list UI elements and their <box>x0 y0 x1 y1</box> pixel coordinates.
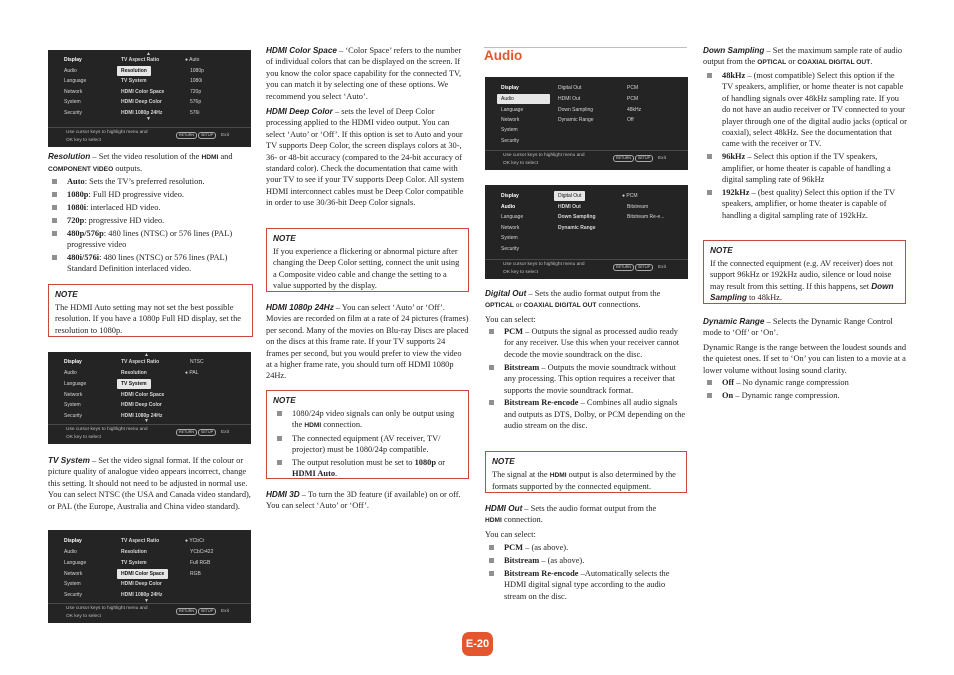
you-can-select-label: You can select: <box>485 315 536 324</box>
hdmi-24hz-paragraph: HDMI 1080p 24Hz – You can select ‘Auto’ or ‘Off’. Movies are recorded on film at a rate of 24 pictures (frames) per second. Many of the movies on Blu-ray Discs are placed on the discs at this frame rate. If your TV supports 24 frames per second, but you would prefer to view the video at a higher frame rate, you should turn off HDMI 1080p 24Hz. <box>266 303 469 381</box>
section-heading-audio: Audio <box>484 48 523 63</box>
osd-footer: Use cursor keys to highlight menu and OK key to select RETURN SETUP Exit <box>48 424 251 444</box>
osd-menu-item: Language <box>64 78 87 84</box>
osd-option: Dynamic Range <box>558 117 594 123</box>
dynamic-range-paragraph: Dynamic Range – Selects the Dynamic Range Control mode to ‘Off’ or ‘On’. <box>703 317 893 338</box>
bullet-icon <box>489 571 494 576</box>
return-key-icon: RETURN <box>176 132 197 139</box>
deep-color-paragraph: HDMI Deep Color – sets the level of Deep Color processing applied to the HDMI video output. You can select ‘Auto’ or ‘Off’. If this option is set to Auto and your TV supports Deep Color, the screen displays colors at 30-, 36- or 48-bit accuracy (compared to the 24-bit accuracy of standard color). Check the documentation that came with your TV to see if your TV supports Deep Color. All system HDMI interconnect cables must be Deep Color compatible in order to use 30/36-bit Deep Color signals. <box>266 107 465 208</box>
osd-menu-item-selected: Audio <box>497 94 550 104</box>
list-item: Off – No dynamic range compression <box>703 377 907 388</box>
osd-option: Resolution <box>121 370 147 376</box>
osd-option: HDMI Out <box>558 204 581 210</box>
osd-menu-item: Network <box>64 89 83 95</box>
osd-option: TV Aspect Ratio <box>121 57 160 63</box>
osd-menu-item: Security <box>501 138 520 144</box>
osd-menu-item: System <box>64 99 81 105</box>
bullet-icon <box>489 365 494 370</box>
osd-menu-item: System <box>64 402 81 408</box>
you-can-select-label-2: You can select: <box>485 530 536 539</box>
osd-value: 1080i <box>190 78 203 84</box>
list-item: PCM – Outputs the signal as processed audio ready for any receiver. Use this when your receiver cannot decode the movie soundtrack on the disc. <box>485 326 688 360</box>
osd-menu-item: System <box>64 581 81 587</box>
osd-menu-item: System <box>501 127 518 133</box>
osd-value: PCM <box>627 96 639 102</box>
list-item: 480p/576p: 480 lines (NTSC) or 576 lines (PAL) progressive video <box>48 228 252 251</box>
osd-option: Dynamic Range <box>558 225 596 231</box>
list-item: Bitstream – Outputs the movie soundtrack without any processing. This option requires a receiver that supports the movie soundtrack format. <box>485 362 688 396</box>
bullet-icon <box>52 255 57 260</box>
osd-value: Auto <box>189 57 200 63</box>
osd-value: 576p <box>190 99 202 105</box>
list-item: 1080i: interlaced HD video. <box>48 202 252 213</box>
osd-footer: Use cursor keys to highlight menu and OK key to select RETURN SETUP Exit <box>485 259 688 279</box>
down-arrow-icon: ▼ <box>144 418 149 424</box>
resolution-paragraph: Resolution – Set the video resolution of the HDMI and COMPONENT VIDEO outputs. <box>48 152 233 174</box>
setup-key-icon: SETUP <box>635 264 653 271</box>
bullet-icon <box>489 545 494 550</box>
up-arrow-icon: ▲ <box>146 51 151 57</box>
osd-menu-item: Language <box>64 560 87 566</box>
osd-screenshot-digital-out <box>485 185 688 279</box>
bullet-icon <box>707 380 712 385</box>
list-item: Bitstream Re-encode – Combines all audio signals and outputs as DTS, Dolby, or PCM depending on the audio stream on the disc. <box>485 397 688 431</box>
osd-option: HDMI 1080p 24Hz <box>121 413 163 419</box>
bullet-icon <box>52 205 57 210</box>
dot-icon: ● <box>185 370 189 376</box>
osd-value: PCM <box>627 85 639 91</box>
osd-menu-item: Network <box>64 571 83 577</box>
osd-option: Down Sampling <box>558 214 596 220</box>
list-item: The connected equipment (AV receiver, TV/ projector) must be 1080/24p compatible. <box>273 433 463 456</box>
note-box-down-sampling: NOTE If the connected equipment (e.g. AV receiver) does not support 96kHz or 192kHz audio, silence or loud noise may result from this setting. If this happens, set Down Sampling to 48kHz. <box>703 240 906 304</box>
return-key-icon: RETURN <box>613 155 634 162</box>
hdmi-out-list <box>485 542 688 602</box>
osd-menu-item: Language <box>64 381 87 387</box>
bullet-icon <box>707 190 712 195</box>
list-item: Bitstream – (as above). <box>485 555 688 566</box>
osd-value: Bitstream <box>627 204 649 210</box>
osd-option: HDMI Deep Color <box>121 402 162 408</box>
bullet-icon <box>277 411 282 416</box>
bullet-icon <box>277 460 282 465</box>
note-box-hdmi-signal: NOTE The signal at the HDMI output is also determined by the formats supported by the connected equipment. <box>485 451 687 493</box>
osd-menu-item: Language <box>501 214 524 220</box>
return-key-icon: RETURN <box>176 608 197 615</box>
list-item: 1080p: Full HD progressive video. <box>48 189 252 200</box>
osd-footer: Use cursor keys to highlight menu and OK key to select RETURN SETUP Exit <box>48 127 251 147</box>
bullet-icon <box>489 400 494 405</box>
bullet-icon <box>707 154 712 159</box>
bullet-icon <box>707 73 712 78</box>
osd-menu-item: System <box>501 235 518 241</box>
osd-option: TV Aspect Ratio <box>121 359 160 365</box>
osd-value: PCM <box>626 193 638 199</box>
osd-value: PAL <box>189 370 199 376</box>
list-item: On – Dynamic range compression. <box>703 390 907 401</box>
osd-footer: Use cursor keys to highlight menu and OK key to select RETURN SETUP Exit <box>48 603 251 623</box>
osd-value: 720p <box>190 89 202 95</box>
osd-menu-item: Display <box>501 85 519 91</box>
dot-icon: ● <box>185 57 189 63</box>
osd-menu-item: Display <box>64 359 82 365</box>
setup-key-icon: SETUP <box>635 155 653 162</box>
osd-footer: Use cursor keys to highlight menu and OK key to select RETURN SETUP Exit <box>485 150 688 170</box>
osd-value: Bitstream Re-e... <box>627 214 665 220</box>
digital-out-paragraph: Digital Out – Sets the audio format output from the OPTICAL or COAXIAL DIGITAL OUT connections. <box>485 289 661 310</box>
osd-option-selected: Resolution <box>117 66 151 76</box>
osd-menu-item: Security <box>64 110 83 116</box>
osd-screenshot-resolution <box>48 50 251 147</box>
list-item: 720p: progressive HD video. <box>48 215 252 226</box>
bullet-icon <box>52 192 57 197</box>
list-item: 96kHz – Select this option if the TV speakers, amplifier, or home theater is capable of handling a digital sampling rate of 96kHz <box>703 151 907 185</box>
osd-option: Digital Out <box>558 85 582 91</box>
note-box-deep-color: NOTE If you experience a flickering or abnormal picture after changing the Deep Color setting, connect the unit using a Composite video cable and change the setting to a value supported by the display. <box>266 228 469 292</box>
setup-key-icon: SETUP <box>198 429 216 436</box>
page-number-badge: E-20 <box>462 632 493 656</box>
osd-value: Full RGB <box>190 560 211 566</box>
osd-option-selected: Digital Out <box>554 191 585 201</box>
osd-option: HDMI Out <box>558 96 581 102</box>
list-item: Auto: Sets the TV’s preferred resolution. <box>48 176 252 187</box>
osd-menu-item: Security <box>64 413 83 419</box>
list-item: 1080/24p video signals can only be output using the HDMI connection. <box>273 408 463 432</box>
return-key-icon: RETURN <box>613 264 634 271</box>
osd-screenshot-audio <box>485 77 688 170</box>
osd-menu-item: Network <box>501 117 520 123</box>
osd-option: HDMI 1080p 24Hz <box>121 592 163 598</box>
osd-value: NTSC <box>190 359 204 365</box>
bullet-icon <box>52 218 57 223</box>
down-sampling-list <box>703 70 907 221</box>
list-item: Bitstream Re-encode –Automatically selects the HDMI digital signal type according to the audio stream on the disc. <box>485 568 688 602</box>
bullet-icon <box>707 393 712 398</box>
osd-menu-item: Display <box>501 193 519 199</box>
osd-option: Resolution <box>121 549 147 555</box>
return-key-icon: RETURN <box>176 429 197 436</box>
osd-value: 48kHz <box>627 107 642 113</box>
heading-rule <box>484 47 687 48</box>
osd-option: TV System <box>121 560 147 566</box>
osd-value: 1080p <box>190 68 204 74</box>
tv-system-paragraph: TV System – Set the video signal format. If the colour or picture quality of analogue video appears incorrect, change this setting. It should not need to be adjusted in normal use. You can select NTSC (the USA and Canada video standard), or PAL (the Europe, Australia and China video standard). <box>48 456 251 511</box>
resolution-list <box>48 176 252 275</box>
osd-option: TV System <box>121 78 147 84</box>
osd-menu-item: Audio <box>64 68 77 74</box>
hdmi-out-paragraph: HDMI Out – Sets the audio format output from the HDMI connection. <box>485 504 657 525</box>
osd-value: 576i <box>190 110 200 116</box>
list-item: 192kHz – (best quality) Select this option if the TV speakers, amplifier, or home theater is capable of handling a digital sampling rate of 192kHz. <box>703 187 907 221</box>
osd-option: Down Sampling <box>558 107 594 113</box>
dynamic-range-description: Dynamic Range is the range between the loudest sounds and the quietest ones. If set to ‘On’ you can listen to a movie at a lower volume without losing sound clarity. <box>703 343 907 375</box>
list-item: 48kHz – (most compatible) Select this option if the TV speakers, amplifier, or home theater is not capable of handling signals over 48kHz sampling rate. If you do not have an audio receiver or TV connected to your player through one of the digital audio jacks (optical or coaxial), select 48kHz. See the documentation that came with the receiver or TV. <box>703 70 907 150</box>
setup-key-icon: SETUP <box>198 608 216 615</box>
osd-menu-item: Language <box>501 107 524 113</box>
osd-option: HDMI Deep Color <box>121 99 162 105</box>
note-box-hdmi-auto: NOTE The HDMI Auto setting may not set the best possible resolution. If you have a 1080p Full HD display, set the resolution to 1080p. <box>48 284 253 337</box>
osd-value: YCbCr422 <box>190 549 214 555</box>
list-item: 480i/576i: 480 lines (NTSC) or 576 lines (PAL) Standard Definition interlaced video. <box>48 252 252 275</box>
note-box-1080-24p: NOTE 1080/24p video signals can only be output using the HDMI connection. The connected equipment (AV receiver, TV/ projector) must be 1080/24p compatible. The output resolution must be set to 1080p or HDMI Auto. <box>266 390 469 479</box>
list-item: The output resolution must be set to 1080p or HDMI Auto. <box>273 457 463 480</box>
dot-icon: ● <box>622 193 626 199</box>
down-arrow-icon: ▼ <box>146 116 151 122</box>
osd-menu-item: Network <box>64 392 83 398</box>
bullet-icon <box>489 558 494 563</box>
bullet-icon <box>52 179 57 184</box>
color-space-paragraph: HDMI Color Space – ‘Color Space’ refers to the number of individual colors that can be displayed on the screen. If you know the color space capability for the connected TV, you can match it by selecting one of these options. We recommend you select ‘Auto’. <box>266 46 462 101</box>
osd-option: HDMI Color Space <box>121 89 165 95</box>
osd-screenshot-color-space <box>48 530 251 623</box>
hdmi-3d-paragraph: HDMI 3D – To turn the 3D feature (if available) on or off. You can select ‘Auto’ or ‘Off’. <box>266 490 461 511</box>
osd-option: HDMI Deep Color <box>121 581 162 587</box>
osd-menu-item: Security <box>501 246 520 252</box>
osd-screenshot-tv-system <box>48 352 251 444</box>
bullet-icon <box>52 231 57 236</box>
osd-value: YCbCr <box>189 538 205 544</box>
bullet-icon <box>277 436 282 441</box>
osd-menu-item: Audio <box>64 549 77 555</box>
up-arrow-icon: ▲ <box>144 352 149 358</box>
osd-value: Off <box>627 117 634 123</box>
down-sampling-paragraph: Down Sampling – Set the maximum sample rate of audio output from the OPTICAL or COAXIAL DIGITAL OUT. <box>703 46 903 67</box>
osd-option: TV Aspect Ratio <box>121 538 160 544</box>
list-item: PCM – (as above). <box>485 542 688 553</box>
osd-option: HDMI 1080p 24Hz <box>121 110 163 116</box>
down-arrow-icon: ▼ <box>144 598 149 604</box>
osd-menu-item: Security <box>64 592 83 598</box>
osd-menu-item: Audio <box>501 204 516 210</box>
osd-option-selected: TV System <box>117 379 151 389</box>
dynamic-range-list <box>703 377 907 401</box>
digital-out-list <box>485 326 688 432</box>
dot-icon: ● <box>185 538 189 544</box>
osd-option-selected: HDMI Color Space <box>117 569 168 579</box>
setup-key-icon: SETUP <box>198 132 216 139</box>
osd-menu-item: Display <box>64 538 82 544</box>
osd-value: RGB <box>190 571 201 577</box>
osd-menu-item: Display <box>64 57 82 63</box>
osd-menu-item: Audio <box>64 370 77 376</box>
osd-menu-item: Network <box>501 225 520 231</box>
bullet-icon <box>489 329 494 334</box>
osd-option: HDMI Color Space <box>121 392 165 398</box>
